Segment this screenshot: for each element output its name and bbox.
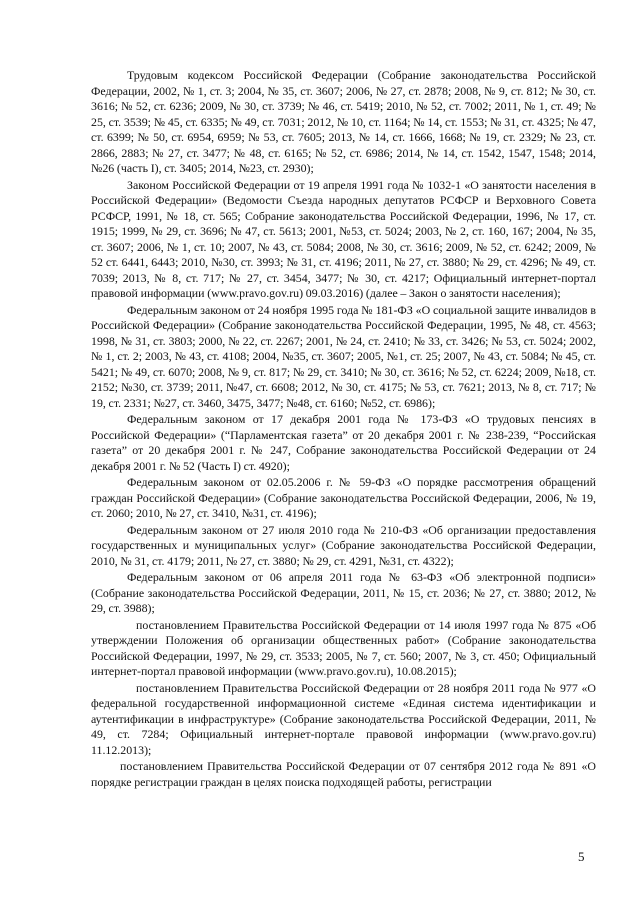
page-number: 5: [578, 849, 585, 864]
paragraph-public-works-decree: постановлением Правительства Российской Федерации от 14 июля 1997 года № 875 «Об утверждении Положения об организации общественных работ» (Собрание законодательства Российской Федерации, 1997, № 29, ст. 3533; 2005, № 7, ст. 560; 2007, № 3, ст. 450; Официальный интернет-портал правовой информации (www.pravo.gov.ru), 10.08.2015);: [91, 617, 596, 678]
paragraph-labor-pensions-law: Федеральным законом от 17 декабря 2001 года № 173-ФЗ «О трудовых пенсиях в Российской Федерации» (“Парламентская газета” от 20 декабря 2001 г. № 238-239, “Российская газета” от 20 декабря 2001 г. № 247, Собрание законодательства Российской Федерации от 24 декабря 2001 г. № 52 (Часть I) ст. 4920);: [91, 412, 596, 473]
paragraph-electronic-signature-law: Федеральным законом от 06 апреля 2011 года № 63-ФЗ «Об электронной подписи» (Собрание законодательства Российской Федерации, 2011, № 15, ст. 2036; № 27, ст. 3880; 2012, № 29, ст. 3988);: [91, 570, 596, 615]
paragraph-disabled-protection-law: Федеральным законом от 24 ноября 1995 года № 181-ФЗ «О социальной защите инвалидов в Российской Федерации» (Собрание законодательства Российской Федерации, 1995, № 48, ст. 4563; 1998, № 31, ст. 3803; 2000, № 22, ст. 2267; 2001, № 24, ст. 2410; № 33, ст. 3426; № 53, ст. 5024; 2002, № 1, ст. 2; 2003, № 43, ст. 4108; 2004, №35, ст. 3607; 2005, №1, ст. 25; 2007, № 43, ст. 5084; № 45, ст. 5421; № 49, ст. 6070; 2008, № 9, ст. 817; № 29, ст. 3410; № 30, ст. 3616; № 52, ст. 6224; 2009, №18, ст. 2152; №30, ст. 3739; 2011, №47, ст. 6608; 2012, № 30, ст. 4175; № 53, ст. 7621; 2013, № 8, ст. 717; № 19, ст. 2331; №27, ст. 3460, 3475, 3477; №48, ст. 6160; №52, ст. 6986);: [91, 302, 596, 410]
paragraph-employment-law: Законом Российской Федерации от 19 апреля 1991 года № 1032-1 «О занятости населения в Российской Федерации» (Ведомости Съезда народных депутатов РСФСР и Верховного Совета РСФСР, 1991, № 18, ст. 565; Собрание законодательства Российской Федерации, 1996, № 17, ст. 1915; 1999, № 29, ст. 3696; № 47, ст. 5613; 2001, №53, ст. 5024; 2003, № 2, ст. 160, 167; 2004, № 35, ст. 3607; 2006, № 1, ст. 10; 2007, № 43, ст. 5084; 2008, № 30, ст. 3616; 2009, № 52, ст. 6242; 2009, № 52 ст. 6441, 6443; 2010, №30, ст. 3993; № 31, ст. 4196; 2011, № 27, ст. 3880; № 29, ст. 4296; № 49, ст. 7039; 2013, № 8, ст. 717; № 27, ст. 3454, 3477; № 30, ст. 4217; Официальный интернет-портал правовой информации (www.pravo.gov.ru) 09.03.2016) (далее – Закон о занятости населения);: [91, 177, 596, 300]
paragraph-job-search-decree: постановлением Правительства Российской Федерации от 07 сентября 2012 года № 891 «О порядке регистрации граждан в целях поиска подходящей работы, регистрации: [91, 759, 596, 789]
paragraph-esia-decree: постановлением Правительства Российской Федерации от 28 ноября 2011 года № 977 «О федеральной государственной информационной системе «Единая система идентификации и аутентификации в инфраструктуре» (Собрание законодательства Российской Федерации, 2011, № 49, ст. 7284; Официальный интернет-портале правовой информации (www.pravo.gov.ru) 11.12.2013);: [91, 680, 596, 757]
paragraph-public-services-law: Федеральным законом от 27 июля 2010 года № 210-ФЗ «Об организации предоставления государственных и муниципальных услуг» (Собрание законодательства Российской Федерации, 2010, № 31, ст. 4179; 2011, № 27, ст. 3880; № 29, ст. 4291, №31, ст. 4322);: [91, 522, 596, 568]
paragraph-citizen-appeals-law: Федеральным законом от 02.05.2006 г. № 59-ФЗ «О порядке рассмотрения обращений граждан Российской Федерации» (Собрание законодательства Российской Федерации, 2006, № 19, ст. 2060; 2010, № 27, ст. 3410, №31, ст. 4196);: [91, 475, 596, 520]
document-body: [91, 68, 596, 791]
paragraph-labor-code: Трудовым кодексом Российской Федерации (Собрание законодательства Российской Федерации, 2002, № 1, ст. 3; 2004, № 35, ст. 3607; 2006, № 27, ст. 2878; 2008, № 9, ст. 812; № 30, ст. 3616; № 52, ст. 6236; 2009, № 30, ст. 3739; № 46, ст. 5419; 2010, № 52, ст. 7002; 2011, № 1, ст. 49; № 25, ст. 3539; № 45, ст. 6335; № 49, ст. 7031; 2012, № 10, ст. 1164; № 14, ст. 1553; № 31, ст. 4325; № 47, ст. 6399; № 50, ст. 6954, 6959; № 53, ст. 7605; 2013, № 14, ст. 1666, 1668; № 19, ст. 2329; № 23, ст. 2866, 2883; № 27, ст. 3477; № 48, ст. 6165; № 52, ст. 6986; 2014, № 14, ст. 1542, 1547, 1548; 2014, №26 (часть I), ст. 3405; 2014, №23, ст. 2930);: [91, 68, 596, 175]
